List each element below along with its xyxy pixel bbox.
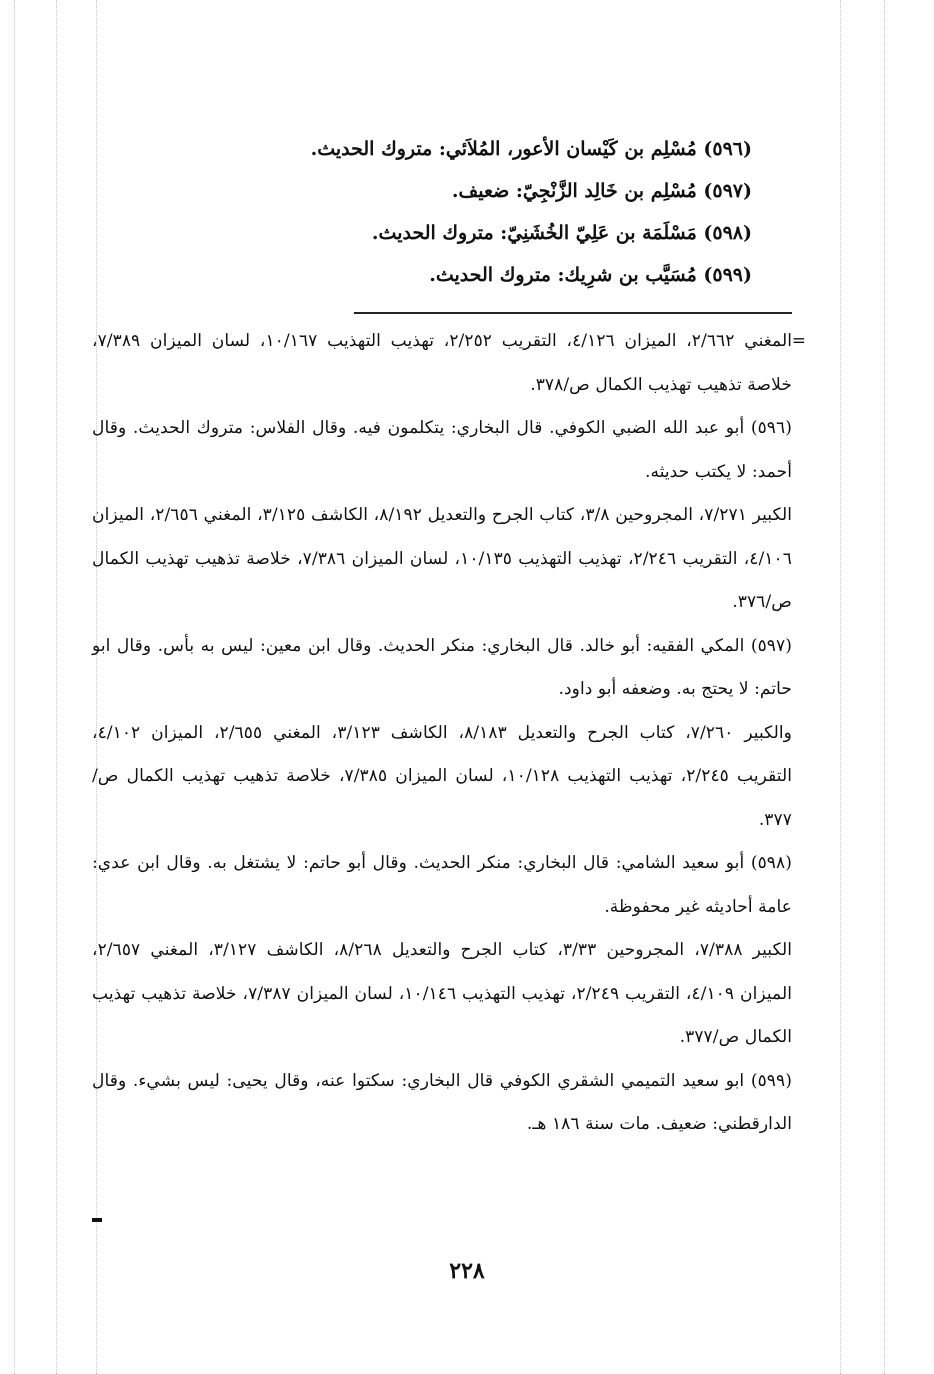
footnote-597-sources: والكبير ٧/٢٦٠، كتاب الجرح والتعديل ٨/١٨٣، الكاشف ٣/١٢٣، المغني ٢/٦٥٥، الميزان ٤/١٠٢، التقريب ٢/٢٤٥، تهذيب التهذيب ١٠/١٢٨، لسان الميزان ٧/٣٨٥، خلاصة تذهيب تهذيب الكمال ص/٣٧٧. xyxy=(92,722,792,830)
main-text xyxy=(112,128,752,296)
footnotes xyxy=(92,320,806,1147)
footnote-597: (٥٩٧) المكي الفقيه: أبو خالد. قال البخاري: منكر الحديث. وقال ابن معين: ليس به بأس. وقال ابو حاتم: لا يحتج به. وضعفه أبو داود. xyxy=(92,635,792,699)
entry-598: (٥٩٨) مَسْلَمَة بن عَلِيّ الخُشَنِيّ: متروك الحديث. xyxy=(371,222,752,244)
footnote-599: (٥٩٩) ابو سعيد التميمي الشقري الكوفي قال البخاري: سكتوا عنه، وقال يحيى: ليس بشيء. وقال الدارقطني: ضعيف. مات سنة ١٨٦ هـ. xyxy=(92,1070,792,1134)
entry-597: (٥٩٧) مُسْلِم بن خَالِد الزَّنْجِيّ: ضعيف. xyxy=(451,180,752,202)
scan-guide-line xyxy=(14,0,15,1374)
footnote-596-sources: الكبير ٧/٢٧١، المجروحين ٣/٨، كتاب الجرح والتعديل ٨/١٩٢، الكاشف ٣/١٢٥، المغني ٢/٦٥٦، الميزان ٤/١٠٦، التقريب ٢/٢٤٦، تهذيب التهذيب ١٠/١٣٥، لسان الميزان ٧/٣٨٦، خلاصة تذهيب تهذيب الكمال ص/٣٧٦. xyxy=(92,505,792,612)
page-number: ٢٢٨ xyxy=(449,1258,485,1284)
scan-guide-line xyxy=(56,0,57,1374)
entry-599: (٥٩٩) مُسَيَّب بن شرِيك: متروك الحديث. xyxy=(429,264,752,286)
footnote-continuation: المغني ٢/٦٦٢، الميزان ٤/١٢٦، التقريب ٢/٢٥٢، تهذيب التهذيب ١٠/١٦٧، لسان الميزان ٧/٣٨٩، خلاصة تذهيب تهذيب الكمال ص/٣٧٨. xyxy=(92,331,792,395)
footnote-598-sources: الكبير ٧/٣٨٨، المجروحين ٣/٣٣، كتاب الجرح والتعديل ٨/٢٦٨، الكاشف ٣/١٢٧، المغني ٢/٦٥٧، الميزان ٤/١٠٩، التقريب ٢/٢٤٩، تهذيب التهذيب ١٠/١٤٦، لسان الميزان ٧/٣٨٧، خلاصة تذهيب تهذيب الكمال ص/٣٧٧. xyxy=(92,940,792,1047)
entry-596: (٥٩٦) مُسْلِم بن كَيْسان الأعور، المُلاَئي: متروك الحديث. xyxy=(310,138,752,160)
scan-guide-line xyxy=(840,0,841,1374)
scan-guide-line xyxy=(884,0,885,1374)
footnote-separator xyxy=(354,312,792,314)
footnote-596: (٥٩٦) أبو عبد الله الضبي الكوفي. قال البخاري: يتكلمون فيه. وقال الفلاس: متروك الحديث. وقال أحمد: لا يكتب حديثه. xyxy=(92,418,792,482)
continuation-marker: = xyxy=(791,331,806,351)
footnote-598: (٥٩٨) أبو سعيد الشامي: قال البخاري: منكر الحديث. وقال أبو حاتم: لا يشتغل به. وقال ابن عدي: عامة أحاديثه غير محفوظة. xyxy=(92,853,792,917)
end-mark xyxy=(92,1218,102,1222)
